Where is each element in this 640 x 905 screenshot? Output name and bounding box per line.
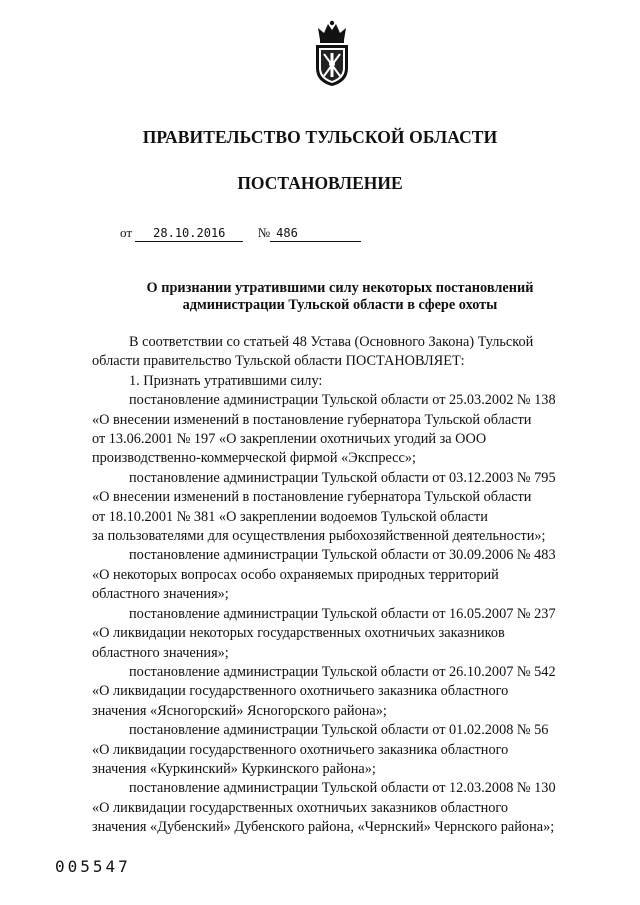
document-number: 486 [276,226,298,240]
clause-heading: 1. Признать утратившими силу: [129,372,323,389]
item-line: постановление администрации Тульской области от 03.12.2003 № 795 [129,469,556,486]
number-field [270,225,361,242]
repealed-item [92,779,592,837]
document-type-heading: ПОСТАНОВЛЕНИЕ [237,173,403,193]
item-line: постановление администрации Тульской области от 01.02.2008 № 56 [129,722,549,739]
item-line: значения «Куркинский» Куркинского района»; [92,760,376,777]
item-line: «О некоторых вопросах особо охраняемых природных территорий [92,566,499,583]
item-line: значения «Дубенский» Дубенского района, «Чернский» Чернского района»; [92,819,555,836]
item-line: «О внесении изменений в постановление губернатора Тульской области [92,489,532,506]
item-line: «О внесении изменений в постановление губернатора Тульской области [92,411,532,428]
item-line: постановление администрации Тульской области от 30.09.2006 № 483 [129,547,556,564]
repealed-item [92,721,592,779]
document-meta [120,225,361,242]
repealed-item [92,469,592,547]
item-line: постановление администрации Тульской области от 25.03.2002 № 138 [129,392,556,409]
repealed-item [92,605,592,663]
item-line: «О ликвидации государственного охотничьего заказника областного [92,683,509,700]
government-title: ПРАВИТЕЛЬСТВО ТУЛЬСКОЙ ОБЛАСТИ [142,127,498,147]
item-line: от 18.10.2001 № 381 «О закреплении водоемов Тульской области [92,508,488,525]
item-line: производственно-коммерческой фирмой «Экспресс»; [92,450,416,467]
item-line: постановление администрации Тульской области от 16.05.2007 № 237 [129,605,556,622]
repealed-item [92,546,592,604]
date-prefix: от [120,225,133,240]
item-line: постановление администрации Тульской области от 26.10.2007 № 542 [129,663,556,680]
subject-line: О признании утратившими силу некоторых постановлений [146,280,534,296]
document-body [92,333,592,838]
repealed-item [92,663,592,721]
item-line: областного значения»; [92,644,229,661]
coat-of-arms-icon [310,20,354,88]
subject-line: администрации Тульской области в сфере охоты [182,297,498,313]
item-line: «О ликвидации некоторых государственных охотничьих заказников [92,625,505,642]
date-field [135,225,243,242]
preamble-line: В соответствии со статьей 48 Устава (Основного Закона) Тульской [129,334,534,350]
item-line: от 13.06.2001 № 197 «О закреплении охотничьих угодий за ООО [92,431,487,448]
preamble-line: области правительство Тульской области ПОСТАНОВЛЯЕТ: [92,353,465,370]
repealed-item [92,391,592,469]
item-line: «О ликвидации государственных охотничьих заказников областного [92,799,509,816]
item-line: за пользователями для осуществления рыбохозяйственной деятельности»; [92,528,546,545]
document-date: 28.10.2016 [153,226,226,240]
item-line: постановление администрации Тульской области от 12.03.2008 № 130 [129,780,556,797]
item-line: значения «Ясногорский» Ясногорского района»; [92,702,387,719]
item-line: «О ликвидации государственного охотничьего заказника областного [92,741,509,758]
document-subject [120,280,560,314]
item-line: областного значения»; [92,586,229,603]
number-prefix: № [257,225,271,240]
serial-number: 005547 [55,857,131,876]
